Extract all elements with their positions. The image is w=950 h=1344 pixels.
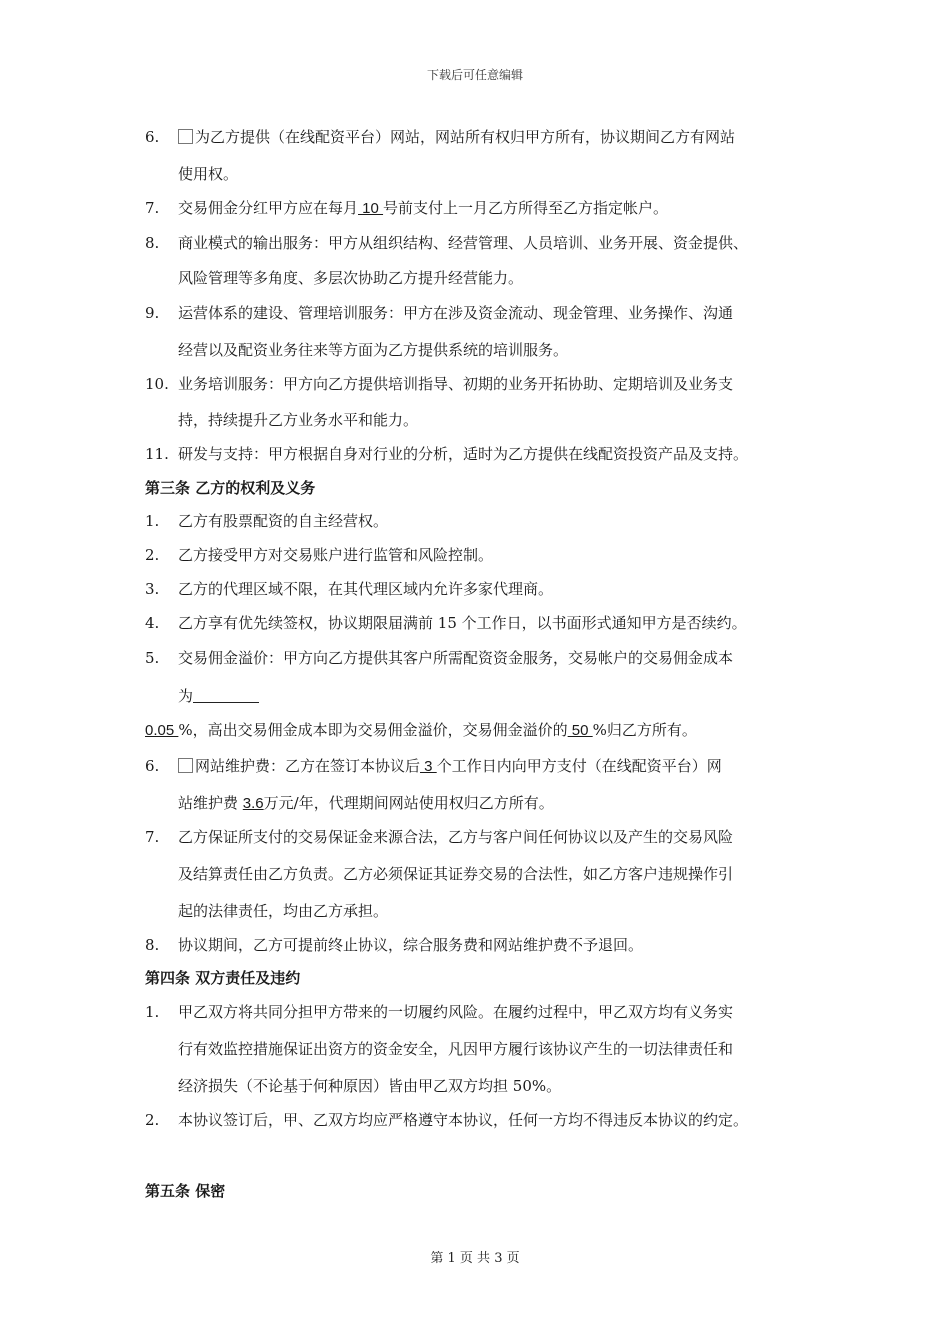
item-text-cont: 风险管理等多角度、多层次协助乙方提升经营能力。	[178, 269, 524, 287]
item-text: 乙方享有优先续签权，协议期限届满前 15 个工作日，以书面形式通知甲方是否续约。	[178, 614, 747, 632]
section-heading: 第四条 双方责任及违约	[145, 969, 301, 987]
item-number: 7.	[145, 828, 160, 846]
item-text: 本协议签订后，甲、乙双方均应严格遵守本协议，任何一方均不得违反本协议的约定。	[178, 1111, 749, 1129]
item-text: 乙方有股票配资的自主经营权。	[178, 512, 389, 530]
page-header: 下载后可任意编辑	[426, 68, 523, 82]
item-text-cont: 为	[178, 686, 259, 706]
filled-blank: 50	[567, 722, 593, 739]
item-number: 9.	[145, 304, 160, 322]
item-text: 运营体系的建设、管理培训服务：甲方在涉及资金流动、现金管理、业务操作、沟通	[178, 304, 734, 322]
item-number: 4.	[145, 614, 160, 632]
item-text-cont: 行有效监控措施保证出资方的资金安全，凡因甲方履行该协议产生的一切法律责任和	[178, 1040, 734, 1058]
item-text: 乙方保证所支付的交易保证金来源合法，乙方与客户间任何协议以及产生的交易风险	[178, 828, 734, 846]
checkbox-icon[interactable]	[178, 129, 193, 144]
item-text-cont: 0.05 %，高出交易佣金成本即为交易佣金溢价，交易佣金溢价的 50 %归乙方所有。	[145, 721, 697, 739]
item-text: 乙方的代理区域不限，在其代理区域内允许多家代理商。	[178, 580, 554, 598]
item-number: 8.	[145, 936, 160, 954]
item-text-cont: 起的法律责任，均由乙方承担。	[178, 902, 389, 920]
item-number: 2.	[145, 1111, 160, 1129]
item-number: 1.	[145, 1003, 160, 1021]
item-number: 11.	[145, 445, 169, 463]
item-text: 协议期间，乙方可提前终止协议，综合服务费和网站维护费不予退回。	[178, 936, 644, 954]
blank-line	[193, 688, 259, 703]
item-number: 5.	[145, 649, 160, 667]
item-number: 6.	[145, 757, 160, 775]
item-number: 1.	[145, 512, 160, 530]
section-heading: 第三条 乙方的权利及义务	[145, 479, 316, 497]
section-heading: 第五条 保密	[145, 1182, 226, 1200]
item-text-cont: 站维护费 3.6万元/年，代理期间网站使用权归乙方所有。	[178, 794, 554, 812]
item-number: 2.	[145, 546, 160, 564]
item-text-cont: 经营以及配资业务往来等方面为乙方提供系统的培训服务。	[178, 341, 569, 359]
filled-blank: 10	[358, 200, 384, 217]
item-text-cont: 经济损失（不论基于何种原因）皆由甲乙双方均担 50%。	[178, 1077, 562, 1095]
item-text-cont: 及结算责任由乙方负责。乙方必须保证其证券交易的合法性，如乙方客户违规操作引	[178, 865, 734, 883]
filled-blank: 0.05	[145, 722, 179, 739]
item-number: 10.	[145, 375, 169, 393]
filled-blank: 3	[420, 758, 437, 775]
item-text-cont: 使用权。	[178, 165, 239, 183]
filled-blank: 3.6	[242, 795, 264, 812]
item-text: 甲乙双方将共同分担甲方带来的一切履约风险。在履约过程中，甲乙双方均有义务实	[178, 1003, 734, 1021]
page-footer: 第 1 页 共 3 页	[430, 1251, 520, 1266]
item-text: 交易佣金溢价：甲方向乙方提供其客户所需配资资金服务，交易帐户的交易佣金成本	[178, 649, 734, 667]
item-text: 商业模式的输出服务：甲方从组织结构、经营管理、人员培训、业务开展、资金提供、	[178, 234, 749, 252]
item-text: 网站维护费：乙方在签订本协议后 3 个工作日内向甲方支付（在线配资平台）网	[178, 756, 722, 777]
checkbox-icon[interactable]	[178, 758, 193, 773]
item-text: 业务培训服务：甲方向乙方提供培训指导、初期的业务开拓协助、定期培训及业务支	[178, 375, 734, 393]
item-text-cont: 持，持续提升乙方业务水平和能力。	[178, 411, 419, 429]
item-number: 3.	[145, 580, 160, 598]
item-text: 乙方接受甲方对交易账户进行监管和风险控制。	[178, 546, 494, 564]
item-number: 7.	[145, 199, 160, 217]
item-text: 研发与支持：甲方根据自身对行业的分析，适时为乙方提供在线配资投资产品及支持。	[178, 445, 749, 463]
item-text: 交易佣金分红甲方应在每月 10 号前支付上一月乙方所得至乙方指定帐户。	[178, 199, 669, 217]
item-text: 为乙方提供（在线配资平台）网站，网站所有权归甲方所有，协议期间乙方有网站	[178, 127, 735, 147]
item-number: 8.	[145, 234, 160, 252]
item-number: 6.	[145, 128, 160, 146]
